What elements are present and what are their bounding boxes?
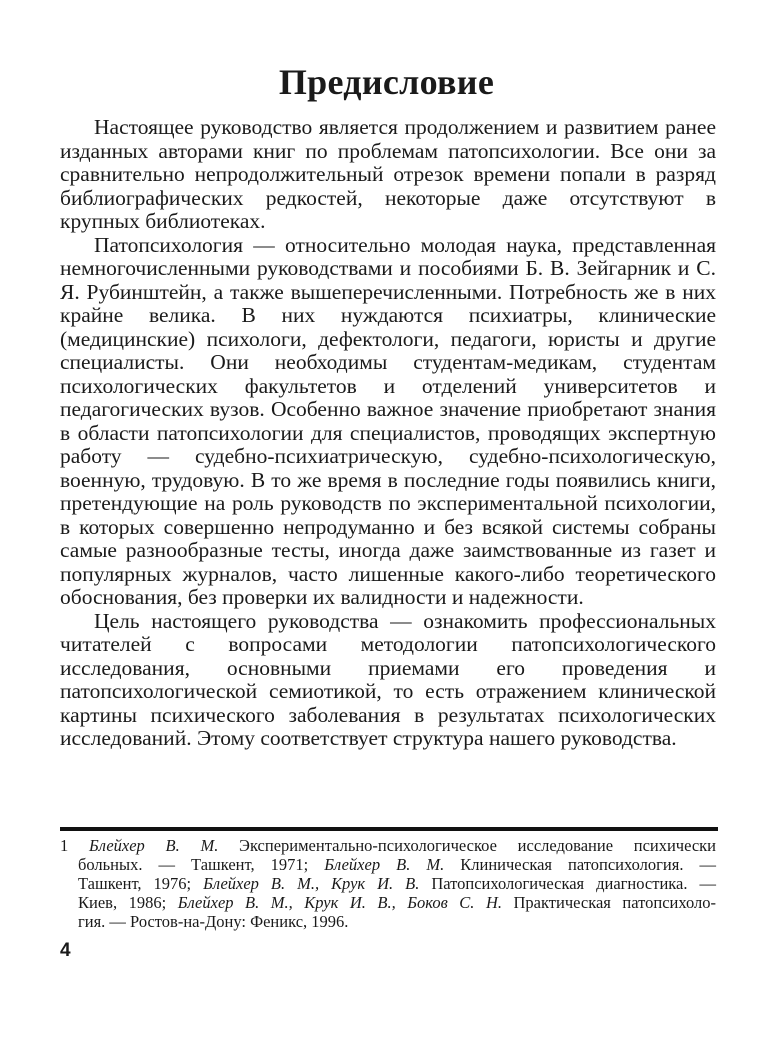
paragraph-1: Настоящее руководство является продолжением и развитием ранее изданных авторами книг по проблемам патопсихологии. Все они за сравнительно непродолжительный отрезок времени попали в разряд библиографических редкостей, некоторые даже отсутствуют в крупных библиотеках.: [60, 115, 716, 233]
footnote-line-5: гия. — Ростов-на-Дону: Феникс, 1996.: [78, 912, 349, 931]
footnote: [60, 836, 716, 931]
page-number: 4: [60, 940, 71, 961]
footnote-line-2: больных. — Ташкент, 1971; Блейхер В. М. Клиническая патопсихология. —: [78, 855, 716, 874]
body-text: [60, 116, 716, 751]
footnote-divider: [60, 827, 718, 831]
footnote-line-4: Киев, 1986; Блейхер В. М., Крук И. В., Боков С. Н. Практическая патопсихоло-: [78, 893, 716, 912]
footnote-line-1: 1 Блейхер В. М. Экспериментально-психологическое исследование психически: [60, 836, 717, 855]
paragraph-3: Цель настоящего руководства — ознакомить профессиональных читателей с вопросами методологии патопсихологического исследования, основными приемами его проведения и патопсихологической семиотикой, то есть отражением клинической картины психического заболевания в результатах психологических исследований. Этому соответствует структура нашего руководства.: [60, 608, 716, 750]
page-title: Предисловие: [278, 62, 495, 102]
paragraph-2: Патопсихология — относительно молодая наука, представленная немногочисленными руководствами и пособиями Б. В. Зейгарник и С. Я. Рубинштейн, а также вышеперечисленными. Потребность же в них крайне велика. В них нуждаются психиатры, клинические (медицинские) психологи, дефектологи, педагоги, юристы и другие специалисты. Они необходимы студентам-медикам, студентам психологических факультетов и отделений университетов и педагогических вузов. Особенно важное значение приобретают знания в области патопсихологии для специалистов, проводящих экспертную работу — судебно-психиатрическую, судебно-психологическую, военную, трудовую. В то же время в последние годы появились книги, претендующие на роль руководств по экспериментальной психологии, в которых совершенно непродуманно и без всякой системы собраны самые разнообразные тесты, иногда даже заимствованные из газет и популярных журналов, часто лишенные какого-либо теоретического обоснования, без проверки их валидности и надежности.: [60, 232, 716, 609]
footnote-line-3: Ташкент, 1976; Блейхер В. М., Крук И. В. Патопсихологическая диагностика. —: [78, 874, 716, 893]
